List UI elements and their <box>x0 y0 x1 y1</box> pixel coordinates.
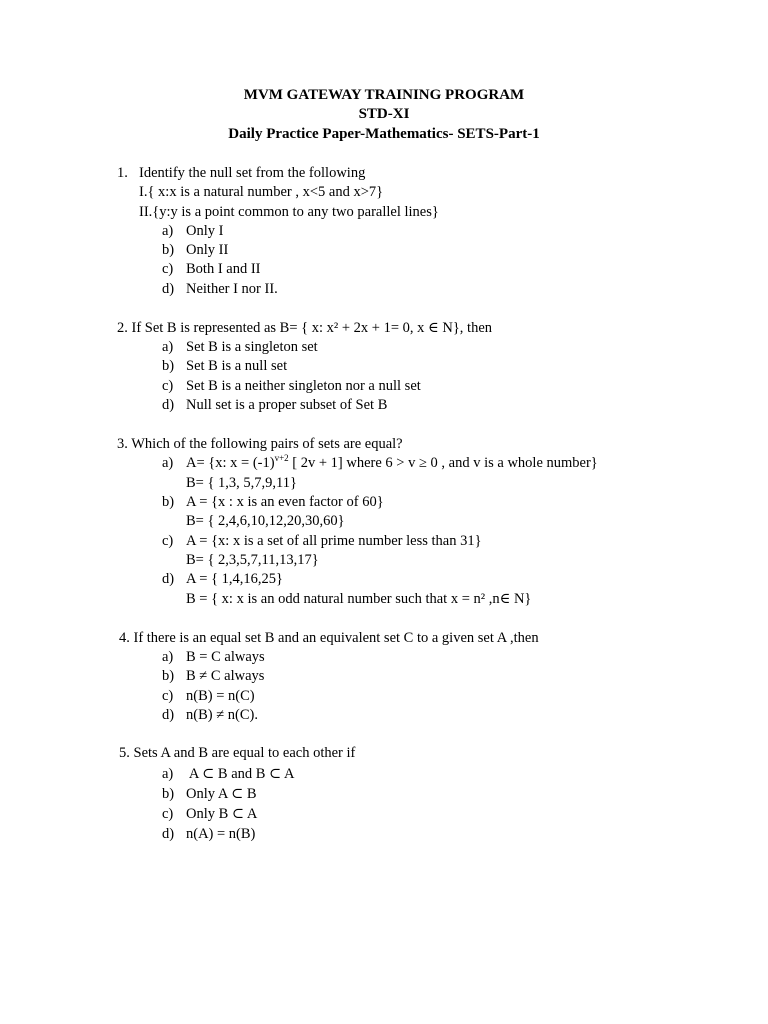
option-marker: a) <box>162 223 174 239</box>
option-text: Both I and II <box>186 261 261 277</box>
option-marker: b) <box>162 494 175 510</box>
option-marker: d) <box>162 707 175 723</box>
option-a-line2: B= { 1,3, 5,7,9,11} <box>186 475 297 491</box>
option-c <box>162 687 255 706</box>
option-a <box>162 648 265 667</box>
option-marker: d) <box>162 826 175 842</box>
option-marker: d) <box>162 571 175 587</box>
option-marker: a) <box>162 649 174 665</box>
option-a <box>162 222 223 241</box>
option-text: A ⊂ B and B ⊂ A <box>186 766 295 782</box>
option-c <box>162 805 257 824</box>
option-text: B ≠ C always <box>186 668 265 684</box>
option-text: A = {x: x is a set of all prime number less than 31} <box>186 533 482 549</box>
option-marker: c) <box>162 261 174 277</box>
question-number: 1. <box>117 165 128 181</box>
option-marker: a) <box>162 455 174 471</box>
option-marker: c) <box>162 378 174 394</box>
option-text: A = { 1,4,16,25} <box>186 571 284 587</box>
option-marker: b) <box>162 242 175 258</box>
option-text: B = C always <box>186 649 265 665</box>
option-d <box>162 396 387 415</box>
option-marker: b) <box>162 786 175 802</box>
option-text: A= {x: x = (-1) <box>186 455 275 471</box>
option-a <box>162 454 598 473</box>
option-a <box>162 765 295 784</box>
option-text: n(A) = n(B) <box>186 826 256 842</box>
option-text: Null set is a proper subset of Set B <box>186 397 388 413</box>
option-c <box>162 532 482 551</box>
option-marker: b) <box>162 358 175 374</box>
option-text: A = {x : x is an even factor of 60} <box>186 494 384 510</box>
option-d <box>162 570 283 589</box>
option-marker: a) <box>162 339 174 355</box>
option-b <box>162 241 228 260</box>
option-d <box>162 706 258 725</box>
option-text: Only I <box>186 223 224 239</box>
document-class: STD-XI <box>358 106 410 122</box>
document-title: MVM GATEWAY TRAINING PROGRAM <box>243 87 525 103</box>
option-text-rest: [ 2v + 1] where 6 > v ≥ 0 , and v is a whole number} <box>288 455 598 471</box>
option-b <box>162 493 384 512</box>
question-5: 5. Sets A and B are equal to each other if <box>119 745 356 761</box>
option-exponent: v+2 <box>274 453 289 463</box>
option-text: Neither I nor II. <box>186 281 278 297</box>
option-marker: c) <box>162 688 174 704</box>
question-1 <box>117 164 365 183</box>
option-text: n(B) = n(C) <box>186 688 255 704</box>
option-marker: d) <box>162 397 175 413</box>
option-b <box>162 785 257 804</box>
option-b-line2: B= { 2,4,6,10,12,20,30,60} <box>186 513 345 529</box>
document-subtitle: Daily Practice Paper-Mathematics- SETS-Part-1 <box>228 126 540 142</box>
option-marker: a) <box>162 766 174 782</box>
option-text: Set B is a null set <box>186 358 288 374</box>
option-b <box>162 667 264 686</box>
option-d <box>162 825 255 844</box>
option-text: Set B is a neither singleton nor a null set <box>186 378 421 394</box>
option-b <box>162 357 287 376</box>
question-3: 3. Which of the following pairs of sets are equal? <box>117 436 403 452</box>
question-2: 2. If Set B is represented as B= { x: x² + 2x + 1= 0, x ∈ N}, then <box>117 320 493 336</box>
option-text: n(B) ≠ n(C). <box>186 707 258 723</box>
option-marker: b) <box>162 668 175 684</box>
option-marker: c) <box>162 533 174 549</box>
question-text: Identify the null set from the following <box>139 165 366 181</box>
statement-2: II.{y:y is a point common to any two parallel lines} <box>139 204 439 220</box>
option-marker: d) <box>162 281 175 297</box>
option-c-line2: B= { 2,3,5,7,11,13,17} <box>186 552 319 568</box>
option-text: Set B is a singleton set <box>186 339 318 355</box>
option-c <box>162 260 261 279</box>
statement-1: I.{ x:x is a natural number , x<5 and x>7} <box>139 184 384 200</box>
option-text: Only A ⊂ B <box>186 786 257 802</box>
option-marker: c) <box>162 806 174 822</box>
option-a <box>162 338 318 357</box>
option-d-line2: B = { x: x is an odd natural number such that x = n² ,n∈ N} <box>186 591 532 607</box>
option-text: Only II <box>186 242 229 258</box>
option-c <box>162 377 421 396</box>
option-d <box>162 280 278 299</box>
option-text: Only B ⊂ A <box>186 806 258 822</box>
question-4: 4. If there is an equal set B and an equivalent set C to a given set A ,then <box>119 630 539 646</box>
